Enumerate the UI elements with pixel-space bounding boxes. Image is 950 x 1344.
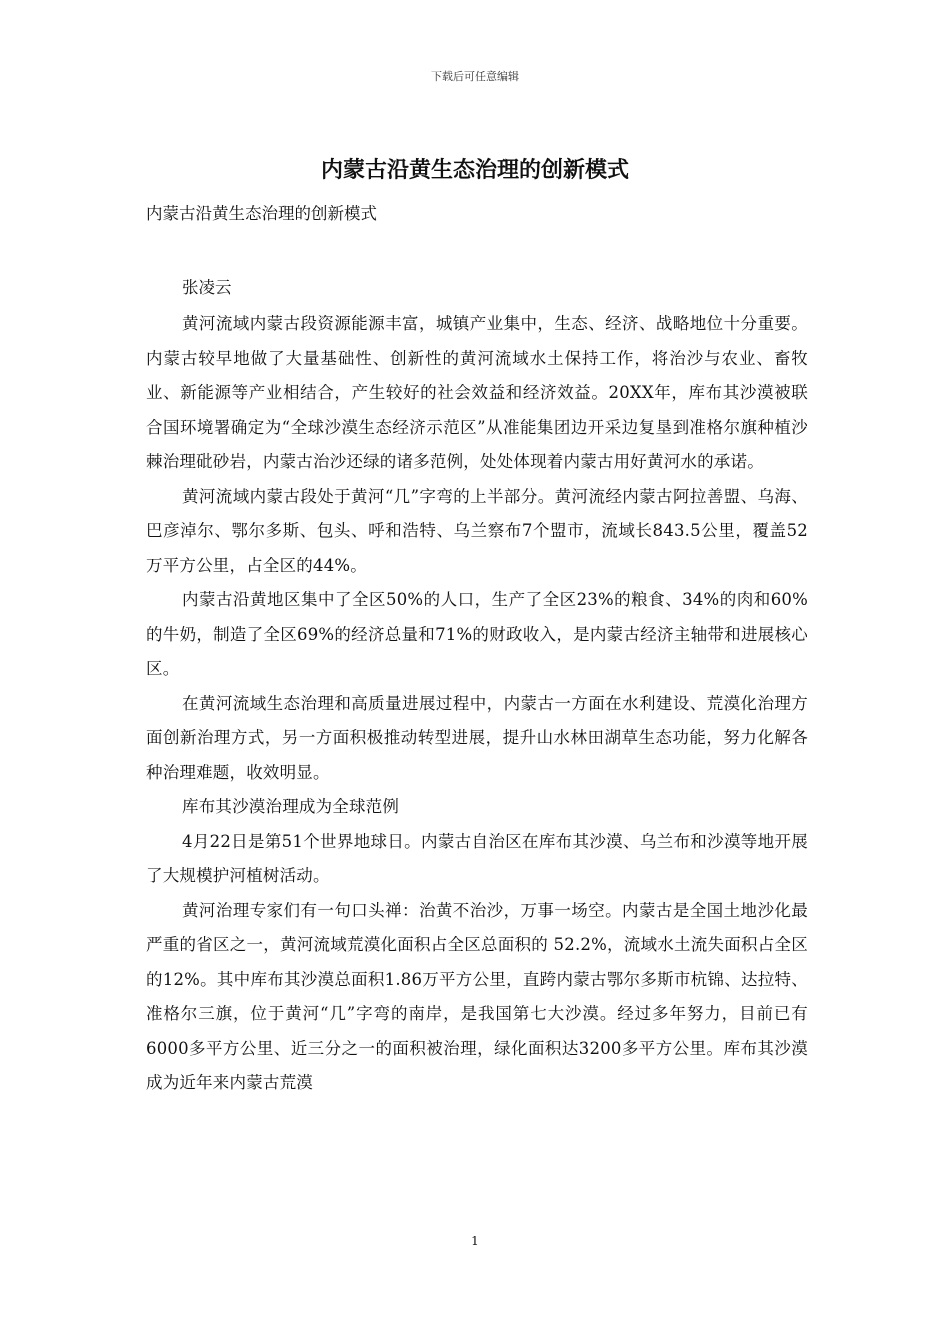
paragraph-1: 黄河流域内蒙古段资源能源丰富，城镇产业集中，生态、经济、战略地位十分重要。内蒙古较早地做了大量基础性、创新性的黄河流域水土保持工作，将治沙与农业、畜牧业、新能源等产业相结合，产生较好的社会效益和经济效益。20XX年，库布其沙漠被联合国环境署确定为“全球沙漠生态经济示范区”从准能集团边开采边复垦到准格尔旗种植沙棘治理砒砂岩，内蒙古治沙还绿的诸多范例，处处体现着内蒙古用好黄河水的承诺。 — [146, 314, 808, 471]
document-title: 内蒙古沿黄生态治理的创新模式 — [320, 157, 629, 183]
header-note: 下载后可任意编辑 — [431, 70, 519, 83]
section-heading: 库布其沙漠治理成为全球范例 — [182, 797, 400, 816]
paragraph-2: 黄河流域内蒙古段处于黄河“几”字弯的上半部分。黄河流经内蒙古阿拉善盟、乌海、巴彦淖尔、鄂尔多斯、包头、呼和浩特、乌兰察布7个盟市，流域长843.5公里，覆盖52万平方公里，占全区的44%。 — [146, 486, 808, 575]
page-number: 1 — [471, 1234, 479, 1248]
paragraph-4: 在黄河流域生态治理和高质量进展过程中，内蒙古一方面在水利建设、荒漠化治理方面创新治理方式，另一方面积极推动转型进展，提升山水林田湖草生态功能，努力化解各种治理难题，收效明显。 — [146, 693, 808, 782]
paragraph-5: 4月22日是第51个世界地球日。内蒙古自治区在库布其沙漠、乌兰布和沙漠等地开展了大规模护河植树活动。 — [146, 831, 808, 885]
paragraph-3: 内蒙古沿黄地区集中了全区50%的人口，生产了全区23%的粮食、34%的肉和60%的牛奶，制造了全区69%的经济总量和71%的财政收入，是内蒙古经济主轴带和进展核心区。 — [146, 590, 808, 678]
author-name: 张凌云 — [182, 278, 232, 297]
document-body — [146, 307, 808, 1101]
document-subtitle: 内蒙古沿黄生态治理的创新模式 — [146, 204, 377, 223]
paragraph-6: 黄河治理专家们有一句口头禅：治黄不治沙，万事一场空。内蒙古是全国土地沙化最严重的省区之一，黄河流域荒漠化面积占全区总面积的 52.2%，流域水土流失面积占全区的12%。其中库布其沙漠总面积1.86万平方公里，直跨内蒙古鄂尔多斯市杭锦、达拉特、准格尔三旗，位于黄河“几”字弯的南岸，是我国第七大沙漠。经过多年努力，目前已有6000多平方公里、近三分之一的面积被治理，绿化面积达3200多平方公里。库布其沙漠成为近年来内蒙古荒漠 — [146, 900, 808, 1092]
